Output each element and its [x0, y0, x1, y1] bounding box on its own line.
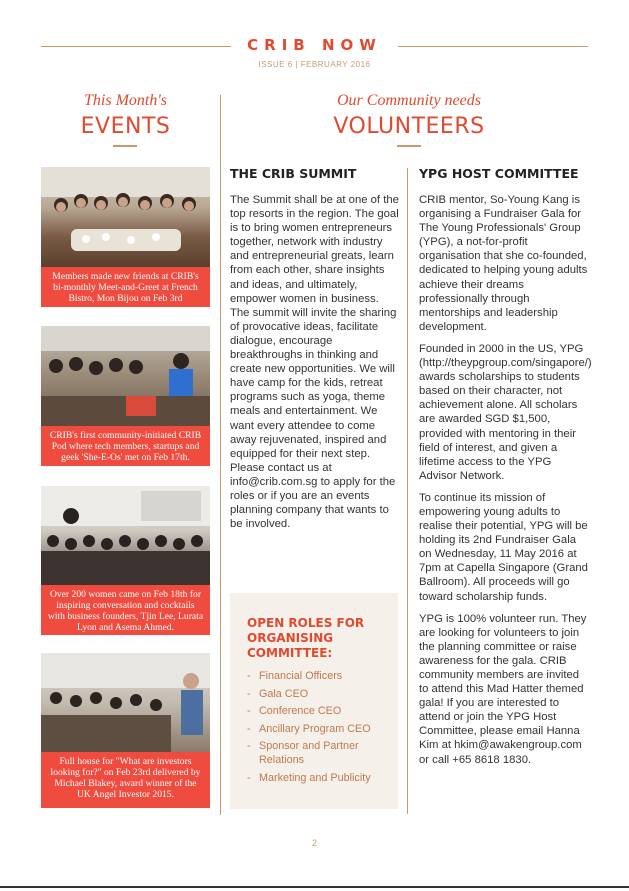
role-item: - Marketing and Publicity — [247, 771, 371, 784]
ypg-paragraph: To continue its mission of empowering young adults to realise their potential, YPG will be holding its 2nd Fundraiser Gala on Wednesday, 11 May 2016 at 7pm at Capella Singapore (Grand Ballroom). All proceeds will go toward scholarship funds. — [419, 491, 588, 603]
ypg-paragraph: CRIB mentor, So-Young Kang is organising a Fundraiser Gala for The Young Professionals' Group (YPG), a not-for-profit organisation that she co-founded, dedicated to helping young adults achieve their dreams professionally through mentorships and leadership development. — [419, 194, 588, 333]
event-caption: Over 200 women came on Feb 18th for inspiring conversation and cocktails with business founders, Tjin Lee, Lurata Lyon and Asema Ahmed. — [41, 585, 210, 635]
event-photo — [41, 326, 210, 426]
events-title: EVENTS — [80, 114, 171, 139]
role-item: - Gala CEO — [247, 687, 309, 700]
summit-paragraph: The Summit shall be at one of the top resorts in the region. The goal is to bring women entrepreneurs together, network with industry and entrepreneurial greats, learn from each other, share insights and ideas, and ultimately, empower women in business. The summit will invite the sharing of provocative ideas, facilitate dialogue, encourage breakthroughs in thinking and create new opportunities. We will have camp for the kids, retreat programs such as yoga, theme meals and entertainment. We want every attendee to come away rejuvenated, inspired and equipped for their next step. Please contact us at info@crib.com.sg to apply for the roles or if you are an events planning company that wants to be involved. — [230, 194, 399, 531]
event-photo — [41, 486, 210, 585]
event-card — [41, 326, 210, 466]
ypg-title: YPG HOST COMMITTEE — [419, 166, 579, 181]
open-roles-title: OPEN ROLES FOR ORGANISING COMMITTEE: — [247, 616, 365, 660]
event-card — [41, 486, 210, 635]
people-photo-icon — [41, 326, 210, 426]
event-card — [41, 167, 210, 307]
event-photo — [41, 653, 210, 752]
ypg-body — [419, 193, 590, 775]
ypg-paragraph: YPG is 100% volunteer run. They are looking for volunteers to join the planning committee or raise awareness for the gala. CRIB community members are invited to attend this Mad Hatter themed gala! If you are interested to attend or join the YPG Host Committee, please email Hanna Kim at hkim@awakengroup.com or call +65 8618 1830. — [419, 612, 587, 766]
people-photo-icon — [41, 167, 210, 267]
volunteers-title: VOLUNTEERS — [333, 114, 485, 139]
event-photo — [41, 167, 210, 267]
people-photo-icon — [41, 486, 210, 585]
summit-title: THE CRIB SUMMIT — [230, 166, 357, 181]
summit-body — [230, 193, 400, 539]
bottom-bar — [0, 886, 629, 888]
events-kicker: This Month's — [84, 92, 167, 109]
event-card — [41, 653, 210, 808]
role-item: - Conference CEO — [247, 705, 342, 717]
events-title-rule — [113, 145, 137, 147]
event-caption: CRIB's first community-initiated CRIB Pod where tech members, startups and geek 'She-E-Os' met on Feb 17th. — [41, 426, 210, 466]
people-photo-icon — [41, 653, 210, 752]
column-divider-left — [220, 95, 221, 815]
masthead: CRIB NOW — [247, 36, 382, 54]
role-item: - Sponsor and Partner Relations — [247, 740, 359, 766]
event-caption: Members made new friends at CRIB's bi-monthly Meet-and-Greet at French Bistro, Mon Bijou on Feb 3rd — [41, 267, 210, 307]
volunteers-kicker: Our Community needs — [337, 92, 481, 109]
volunteers-title-rule — [397, 145, 421, 147]
issue-line: ISSUE 6 | FEBRUARY 2016 — [258, 60, 371, 69]
role-item: - Ancillary Program CEO — [247, 722, 371, 735]
open-roles-list — [247, 669, 395, 788]
ypg-paragraph: Founded in 2000 in the US, YPG (http://theypgroup.com/singapore/) awards scholarships to students based on their character, not achievement alone. All scholars are awarded SGD $1,500, provided with mentoring in their field of interest, and given a lifetime access to the YPG Advisor Network. — [419, 342, 592, 482]
event-caption: Full house for "What are investors looking for?" on Feb 23rd delivered by Michael Blakey, award winner of the UK Angel Investor 2015. — [41, 752, 210, 808]
open-roles-box — [230, 593, 398, 809]
column-divider-middle — [407, 168, 408, 814]
page-number: 2 — [311, 838, 317, 848]
role-item: - Financial Officers — [247, 670, 343, 682]
